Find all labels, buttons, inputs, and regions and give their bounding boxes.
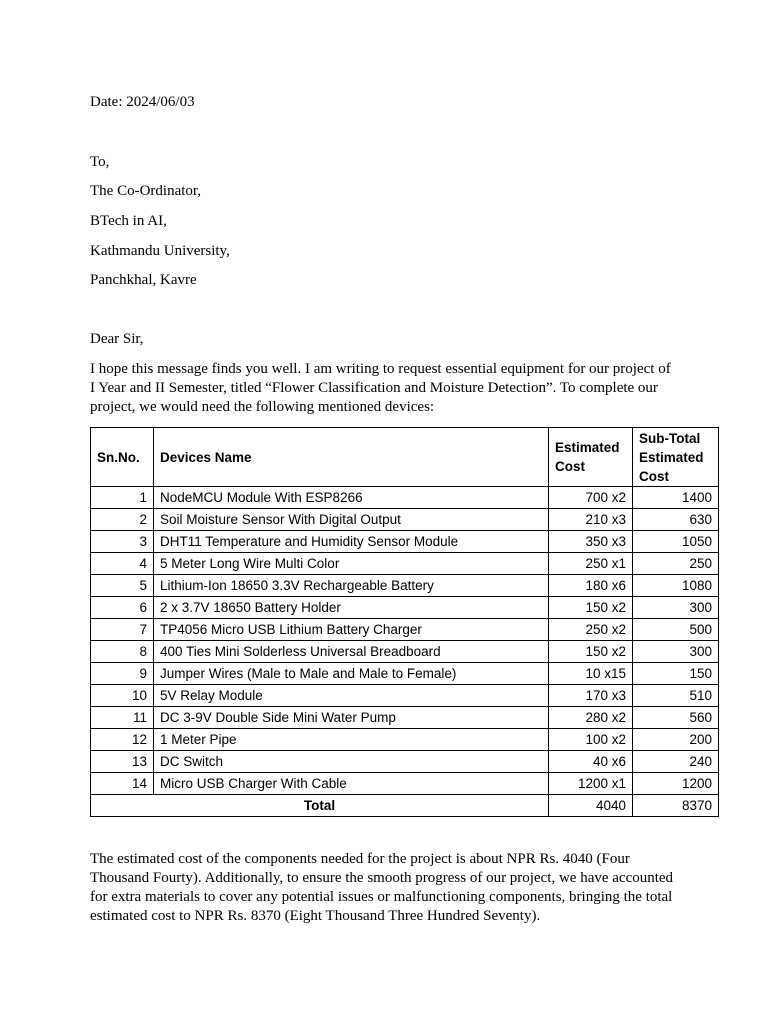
cell-device-name: NodeMCU Module With ESP8266: [154, 487, 549, 509]
table-row: [91, 663, 719, 685]
closing-paragraph: [90, 850, 690, 926]
cell-sn: 9: [91, 663, 154, 685]
closing-line: Thousand Fourty). Additionally, to ensure the smooth progress of our project, we have accounted: [90, 870, 674, 886]
cell-sn: 14: [91, 773, 154, 795]
table-row: [91, 751, 719, 773]
cell-estimated-cost: 250 x1: [549, 553, 633, 575]
header-sn: Sn.No.: [91, 428, 154, 487]
cell-subtotal: 1050: [633, 531, 719, 553]
cell-device-name: DHT11 Temperature and Humidity Sensor Module: [154, 531, 549, 553]
closing-line: estimated cost to NPR Rs. 8370 (Eight Thousand Three Hundred Seventy).: [90, 908, 541, 924]
devices-table: [90, 427, 719, 817]
closing-line: The estimated cost of the components needed for the project is about NPR Rs. 4040 (Four: [90, 851, 630, 867]
cell-sn: 3: [91, 531, 154, 553]
cell-estimated-cost: 10 x15: [549, 663, 633, 685]
cell-subtotal: 560: [633, 707, 719, 729]
cell-device-name: 2 x 3.7V 18650 Battery Holder: [154, 597, 549, 619]
cell-sn: 12: [91, 729, 154, 751]
total-subtotal: 8370: [633, 795, 719, 817]
cell-subtotal: 500: [633, 619, 719, 641]
cell-estimated-cost: 170 x3: [549, 685, 633, 707]
cell-subtotal: 1200: [633, 773, 719, 795]
recipient-title: The Co-Ordinator,: [90, 183, 202, 199]
cell-sn: 7: [91, 619, 154, 641]
intro-line: project, we would need the following mentioned devices:: [90, 399, 435, 415]
total-estimated-cost: 4040: [549, 795, 633, 817]
cell-device-name: TP4056 Micro USB Lithium Battery Charger: [154, 619, 549, 641]
table-row: [91, 641, 719, 663]
cell-estimated-cost: 100 x2: [549, 729, 633, 751]
cell-device-name: 1 Meter Pipe: [154, 729, 549, 751]
cell-estimated-cost: 210 x3: [549, 509, 633, 531]
cell-estimated-cost: 250 x2: [549, 619, 633, 641]
cell-device-name: 5 Meter Long Wire Multi Color: [154, 553, 549, 575]
letter-to: To,: [90, 154, 110, 170]
header-device-name: Devices Name: [154, 428, 549, 487]
cell-subtotal: 1080: [633, 575, 719, 597]
cell-sn: 2: [91, 509, 154, 531]
cell-estimated-cost: 350 x3: [549, 531, 633, 553]
cell-sn: 8: [91, 641, 154, 663]
table-row: [91, 729, 719, 751]
cell-subtotal: 300: [633, 641, 719, 663]
header-subtotal: Sub-Total Estimated Cost: [633, 428, 719, 487]
table-row: [91, 531, 719, 553]
cell-subtotal: 240: [633, 751, 719, 773]
cell-subtotal: 250: [633, 553, 719, 575]
intro-line: I hope this message finds you well. I am writing to request essential equipment for our project of: [90, 361, 671, 377]
cell-subtotal: 1400: [633, 487, 719, 509]
table-row: [91, 707, 719, 729]
table-row: [91, 553, 719, 575]
cell-device-name: DC 3-9V Double Side Mini Water Pump: [154, 707, 549, 729]
cell-sn: 5: [91, 575, 154, 597]
cell-estimated-cost: 1200 x1: [549, 773, 633, 795]
cell-sn: 10: [91, 685, 154, 707]
cell-sn: 1: [91, 487, 154, 509]
cell-sn: 4: [91, 553, 154, 575]
table-row: [91, 487, 719, 509]
table-row: [91, 575, 719, 597]
cell-subtotal: 150: [633, 663, 719, 685]
cell-sn: 6: [91, 597, 154, 619]
cell-subtotal: 510: [633, 685, 719, 707]
cell-device-name: Lithium-Ion 18650 3.3V Rechargeable Battery: [154, 575, 549, 597]
table-row: [91, 619, 719, 641]
closing-line: for extra materials to cover any potential issues or malfunctioning components, bringing the total: [90, 889, 673, 905]
letter-date: Date: 2024/06/03: [90, 94, 195, 110]
cell-device-name: Jumper Wires (Male to Male and Male to Female): [154, 663, 549, 685]
cell-estimated-cost: 150 x2: [549, 597, 633, 619]
cell-device-name: 400 Ties Mini Solderless Universal Breadboard: [154, 641, 549, 663]
cell-device-name: DC Switch: [154, 751, 549, 773]
recipient-location: Panchkhal, Kavre: [90, 272, 197, 288]
cell-estimated-cost: 150 x2: [549, 641, 633, 663]
cell-estimated-cost: 40 x6: [549, 751, 633, 773]
table-row: [91, 685, 719, 707]
cell-estimated-cost: 280 x2: [549, 707, 633, 729]
header-estimated-cost: Estimated Cost: [549, 428, 633, 487]
recipient-program: BTech in AI,: [90, 213, 167, 229]
recipient-university: Kathmandu University,: [90, 243, 230, 259]
cell-sn: 11: [91, 707, 154, 729]
table-row: [91, 773, 719, 795]
intro-paragraph: [90, 360, 690, 417]
cell-device-name: 5V Relay Module: [154, 685, 549, 707]
table-total-row: [91, 795, 719, 817]
cell-subtotal: 630: [633, 509, 719, 531]
cell-estimated-cost: 180 x6: [549, 575, 633, 597]
cell-device-name: Micro USB Charger With Cable: [154, 773, 549, 795]
table-row: [91, 509, 719, 531]
cell-subtotal: 300: [633, 597, 719, 619]
cell-estimated-cost: 700 x2: [549, 487, 633, 509]
intro-line: I Year and II Semester, titled “Flower Classification and Moisture Detection”. To complete our: [90, 380, 658, 396]
cell-device-name: Soil Moisture Sensor With Digital Output: [154, 509, 549, 531]
cell-subtotal: 200: [633, 729, 719, 751]
table-row: [91, 597, 719, 619]
salutation: Dear Sir,: [90, 331, 144, 347]
total-label: Total: [91, 795, 549, 817]
cell-sn: 13: [91, 751, 154, 773]
table-header-row: [91, 428, 719, 487]
